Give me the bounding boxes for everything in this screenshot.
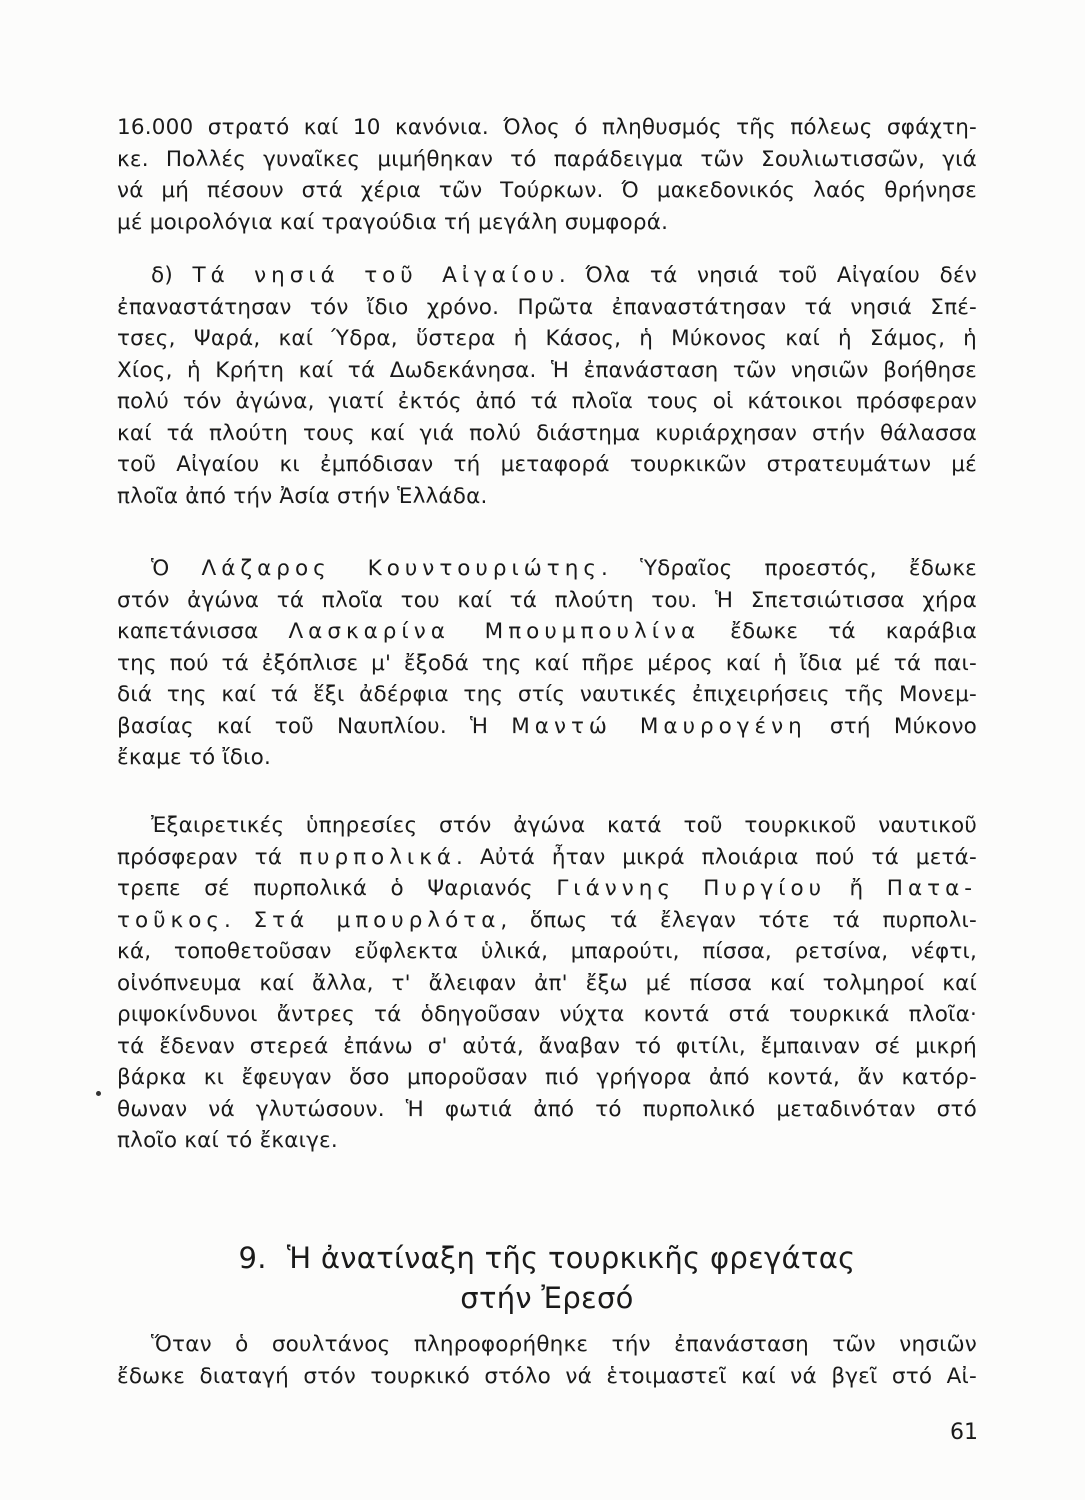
spaced-name: Μαντώ Μαυρογένη xyxy=(511,713,807,739)
text-line xyxy=(117,842,977,874)
text-line: θωναν νά γλυτώσουν. Ἡ φωτιά ἀπό τό πυρπολικό μεταδινόταν στό xyxy=(117,1096,977,1122)
text-line xyxy=(117,873,977,905)
paragraph-1 xyxy=(117,112,977,238)
text-line: καί τά πλούτη τους καί γιά πολύ διάστημα κυριάρχησαν στήν θάλασσα xyxy=(117,420,977,446)
paragraph-3 xyxy=(117,553,977,774)
text-line: ριψοκίνδυνοι ἄντρες τά ὁδηγοῦσαν νύχτα κοντά στά τουρκικά πλοῖα· xyxy=(117,1002,977,1027)
text-span: . Όλα τά νησιά τοῦ Αἰγαίου δέν xyxy=(558,263,978,288)
text-span: ἤ xyxy=(826,876,887,901)
text-line xyxy=(117,616,977,648)
section-number: 9. xyxy=(238,1241,267,1275)
text-span: πρόσφεραν τά xyxy=(117,844,300,870)
text-span: . Αὐτά ἦταν μικρά πλοιάρια πού τά μετά- xyxy=(456,844,977,870)
text-line: 16.000 στρατό καί 10 κανόνια. Όλος ό πληθυσμός τῆς πόλεως σφάχτη- xyxy=(117,115,977,140)
spaced-name: Πατα- xyxy=(886,876,978,901)
text-line: βάρκα κι ἔφευγαν ὅσο μποροῦσαν πιό γρήγορα ἀπό κοντά, ἄν κατόρ- xyxy=(117,1065,977,1090)
text-line xyxy=(117,905,977,937)
text-line: ἔκαμε τό ἴδιο. xyxy=(117,745,272,770)
text-line: νά μή πέσουν στά χέρια τῶν Τούρκων. Ό μακεδονικός λαός θρήνησε xyxy=(117,178,977,203)
text-line xyxy=(117,260,977,292)
text-line: τά ἔδεναν στερεά ἐπάνω σ' αὐτά, ἄναβαν τό φιτίλι, ἔμπαιναν σέ μικρή xyxy=(117,1033,977,1059)
text-line: μέ μοιρολόγια καί τραγούδια τή μεγάλη συμφορά. xyxy=(117,209,669,235)
text-line: κε. Πολλές γυναῖκες μιμήθηκαν τό παράδειγμα τῶν Σουλιωτισσῶν, γιά xyxy=(117,146,977,172)
text-line: πλοῖα ἀπό τήν Ἀσία στήν Ἑλλάδα. xyxy=(117,483,488,509)
spaced-term: Τά νησιά τοῦ Αἰγαίου xyxy=(192,263,559,288)
spaced-term: πυρπολικά xyxy=(299,844,457,870)
text-span: τρεπε σέ πυρπολικά ὁ Ψαριανός xyxy=(117,876,557,901)
text-line: κά, τοποθετοῦσαν εὔφλεκτα ὑλικά, μπαρούτι, πίσσα, ρετσίνα, νέφτι, xyxy=(117,939,977,964)
margin-dot xyxy=(96,1091,101,1096)
text-span: Ὁ xyxy=(151,556,202,581)
text-line: τοῦ Αἰγαίου κι ἐμπόδισαν τή μεταφορά τουρκικῶν στρατευμάτων μέ xyxy=(117,452,977,477)
spaced-name: Λάζαρος Κουντουριώτης xyxy=(201,556,601,581)
spaced-name: Λασκαρίνα Μπουμπουλίνα xyxy=(288,619,701,644)
text-span: . xyxy=(223,907,254,933)
text-line: της πού τά ἐξόπλισε μ' ἔξοδά της καί πῆρε μέρος καί ἡ ἴδια μέ τά παι- xyxy=(117,650,977,676)
text-span: καπετάνισσα xyxy=(117,619,289,644)
text-line: στόν ἀγώνα τά πλοῖα του καί τά πλούτη του. Ἡ Σπετσιώτισσα χήρα xyxy=(117,587,977,613)
heading-line xyxy=(117,1238,977,1278)
text-line: πλοῖο καί τό ἔκαιγε. xyxy=(117,1128,338,1153)
paragraph-2 xyxy=(117,260,977,512)
text-line xyxy=(117,711,977,743)
text-line: τσες, Ψαρά, καί Ύδρα, ὕστερα ἡ Κάσος, ἡ Μύκονος καί ἡ Σάμος, ἡ xyxy=(117,326,977,351)
text-span: ἔδωκε τά καράβια xyxy=(700,619,977,644)
spaced-name: Γιάννης Πυργίου xyxy=(556,876,827,901)
text-line: ἔδωκε διαταγή στόν τουρκικό στόλο νά ἑτοιμαστεῖ καί νά βγεῖ στό Αἰ- xyxy=(117,1363,977,1389)
section-heading xyxy=(117,1238,977,1318)
text-span: στή Μύκονο xyxy=(806,713,978,739)
text-span: , ὅπως τά ἔλεγαν τότε τά πυρπολι- xyxy=(500,907,977,933)
text-line: Ἐξαιρετικές ὑπηρεσίες στόν ἀγώνα κατά τοῦ τουρκικοῦ ναυτικοῦ xyxy=(151,813,977,838)
text-line: Ὅταν ὁ σουλτάνος πληροφορήθηκε τήν ἐπανάσταση τῶν νησιῶν xyxy=(151,1332,977,1357)
paragraph-5 xyxy=(117,1329,977,1392)
section-marker: δ) xyxy=(151,263,193,288)
heading-line: στήν Ἐρεσό xyxy=(460,1281,634,1315)
text-line: πολύ τόν ἀγώνα, γιατί ἐκτός ἀπό τά πλοῖα τους οἱ κάτοικοι πρόσφεραν xyxy=(117,389,977,414)
heading-title: Ἡ ἀνατίναξη τῆς τουρκικῆς φρεγάτας xyxy=(286,1241,856,1275)
text-line: ἐπαναστάτησαν τόν ἴδιο χρόνο. Πρῶτα ἐπαναστάτησαν τά νησιά Σπέ- xyxy=(117,294,977,320)
spaced-name: τοῦκος xyxy=(117,907,224,933)
text-span: . Ὑδραῖος προεστός, ἔδωκε xyxy=(600,556,978,581)
page-number: 61 xyxy=(950,1420,978,1445)
text-span: βασίας καί τοῦ Ναυπλίου. Ἡ xyxy=(117,713,512,739)
paragraph-4 xyxy=(117,810,977,1157)
text-line: οἰνόπνευμα καί ἄλλα, τ' ἄλειφαν ἀπ' ἔξω μέ πίσσα καί τολμηροί καί xyxy=(117,970,977,996)
spaced-term: Στά μπουρλότα xyxy=(253,907,501,933)
text-line: Χίος, ἡ Κρήτη καί τά Δωδεκάνησα. Ἡ ἐπανάσταση τῶν νησιῶν βοήθησε xyxy=(117,357,977,383)
text-line xyxy=(117,553,977,585)
text-line: διά της καί τά ἕξι ἀδέρφια της στίς ναυτικές ἐπιχειρήσεις τῆς Μονεμ- xyxy=(117,682,977,707)
